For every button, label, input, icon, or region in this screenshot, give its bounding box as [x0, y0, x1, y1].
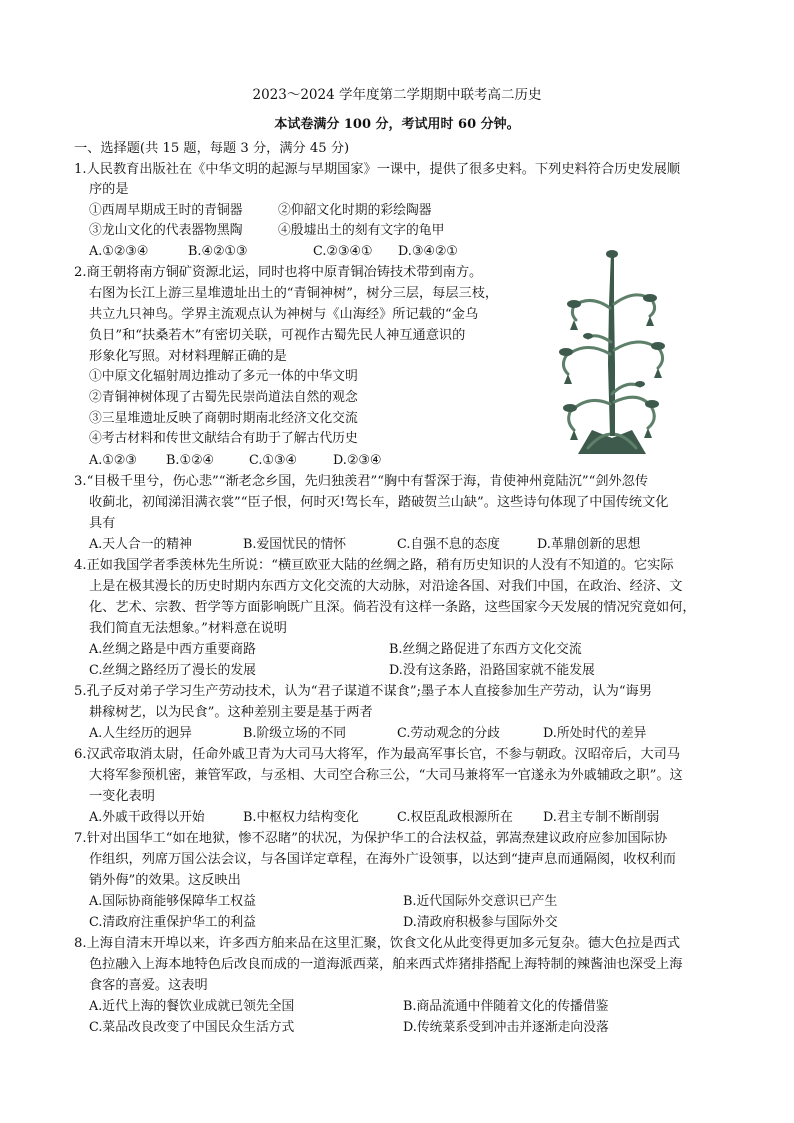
- q7-option-b: B.近代国际外交意识已产生: [403, 894, 558, 909]
- bird-ornament: [606, 250, 618, 258]
- q2-option-c: C.①③④: [249, 453, 297, 468]
- q2-material: ④考古材料和传世文献结合有助于了解古代历史: [89, 431, 358, 446]
- q1-option-a: A.①②③④: [89, 244, 149, 259]
- q7-option-a: A.国际协商能够保障华工权益: [89, 894, 256, 909]
- q6-option-d: D.君主专制不断削弱: [543, 810, 660, 825]
- q8-option-d: D.传统菜系受到冲击并逐渐走向没落: [403, 1020, 609, 1035]
- q4-stem-line: 我们简直无法想象。”材料意在说明: [89, 621, 287, 636]
- q4-stem-line: 化、艺术、宗教、哲学等方面影响既广且深。倘若没有这样一条路，这些国家今天发展的情况究竟如何，: [89, 600, 696, 615]
- q8-option-b: B.商品流通中伴随着文化的传播借鉴: [403, 999, 609, 1014]
- bronze-sacred-tree-figure: [548, 244, 676, 456]
- q1-material: ③龙山文化的代表器物黑陶: [89, 223, 243, 238]
- q5-option-b: B.阶级立场的不同: [243, 726, 347, 741]
- section-heading: 一、选择题(共 15 题，每题 3 分，满分 45 分): [74, 141, 350, 156]
- q1-stem-line: 1.人民教育出版社在《中华文明的起源与早期国家》一课中，提供了很多史料。下列史料符合历史发展顺: [74, 162, 681, 177]
- q2-material: ①中原文化辐射周边推动了多元一体的中华文明: [89, 369, 358, 384]
- q3-option-c: C.自强不息的态度: [397, 537, 500, 552]
- q4-stem-line: 4.正如我国学者季羡林先生所说：“横亘欧亚大陆的丝绸之路，稍有历史知识的人没有不知道的。它实际: [74, 558, 674, 573]
- q2-stem-line: 右图为长江上游三星堆遗址出土的“青铜神树”，树分三层，每层三枝，: [89, 286, 499, 301]
- q4-option-b: B.丝绸之路促进了东西方文化交流: [389, 642, 582, 657]
- q8-stem-line: 色拉融入上海本地特色后改良而成的一道海派西菜，舶来西式炸猪排搭配上海特制的辣酱油也深受上海: [89, 957, 683, 972]
- q3-option-b: B.爱国忧民的情怀: [243, 537, 347, 552]
- q8-stem-line: 8.上海自清末开埠以来，许多西方舶来品在这里汇聚，饮食文化从此变得更加多元复杂。德大色拉是西式: [74, 936, 681, 951]
- q1-option-d: D.③④②①: [398, 244, 458, 259]
- bird-ornament: [583, 333, 593, 339]
- q3-stem-line: 具有: [89, 516, 116, 531]
- q1-material: ④殷墟出土的刻有文字的龟甲: [278, 223, 445, 238]
- q5-option-c: C.劳动观念的分歧: [397, 726, 500, 741]
- q2-option-a: A.①②③: [89, 453, 137, 468]
- q2-material: ③三星堆遗址反映了商朝时期南北经济文化交流: [89, 411, 358, 426]
- bird-ornament: [635, 381, 645, 387]
- q1-option-c: C.②③④①: [313, 244, 373, 259]
- q5-stem-line: 5.孔子反对弟子学习生产劳动技术，认为“君子谋道不谋食”;墨子本人直接参加生产劳动，认为“诲男: [74, 684, 652, 699]
- tree-trunk: [608, 252, 615, 436]
- q2-stem-line: 形象化写照。对材料理解正确的是: [89, 349, 287, 364]
- q1-option-b: B.④②①③: [188, 244, 248, 259]
- q8-option-a: A.近代上海的餐饮业成就已领先全国: [89, 999, 295, 1014]
- q1-material: ①西周早期成王时的青铜器: [89, 203, 243, 218]
- q2-material: ②青铜神树体现了古蜀先民崇尚道法自然的观念: [89, 390, 358, 405]
- q5-stem-line: 耕稼树艺，以为民食”。这种差别主要是基于两者: [89, 705, 373, 720]
- q7-stem-line: 销外侮”的效果。这反映出: [89, 873, 241, 888]
- q4-stem-line: 上是在极其漫长的历史时期内东西方文化交流的大动脉，对沿途各国、对我们中国，在政治、经济、文: [89, 579, 683, 594]
- bird-ornament: [559, 348, 573, 356]
- bird-ornament: [645, 400, 659, 408]
- q7-stem-line: 7.针对出国华工“如在地狱，惨不忍睹”的状况，为保护华工的合法权益，郭嵩焘建议政府应参加国际协: [74, 831, 668, 846]
- q6-option-b: B.中枢权力结构变化: [243, 810, 359, 825]
- q2-stem-line: 共立九只神鸟。学界主流观点认为神树与《山海经》所记载的“金乌: [89, 307, 479, 322]
- bird-ornament: [643, 294, 657, 302]
- q6-stem-line: 大将军参预机密，兼管军政，与丞相、大司空合称三公，“大司马兼将军一官遂永为外戚辅政之职”。这: [89, 768, 683, 783]
- q6-stem-line: 6.汉武帝取消太尉，任命外戚卫青为大司马大将军，作为最高军事长官，不参与朝政。汉昭帝后，大司马: [74, 747, 681, 762]
- q5-option-d: D.所处时代的差异: [543, 726, 647, 741]
- q1-stem-line: 序的是: [89, 182, 129, 197]
- q3-stem-line: 收蓟北，初闻涕泪满衣裳”“臣子恨，何时灭!驾长车，踏破贺兰山缺”。这些诗句体现了中国传统文化: [89, 495, 669, 510]
- q8-stem-line: 食客的喜爱。这表明: [89, 978, 208, 993]
- q2-stem-line: 2.商王朝将南方铜矿资源北运，同时也将中原青铜冶铸技术带到南方。: [74, 265, 483, 280]
- bird-ornament: [563, 404, 577, 412]
- q2-option-d: D.②③④: [333, 453, 382, 468]
- q7-option-c: C.清政府注重保护华工的利益: [89, 915, 256, 930]
- q7-option-d: D.清政府积极参与国际外交: [403, 915, 558, 930]
- q6-stem-line: 一变化表明: [89, 789, 155, 804]
- exam-subtitle: 本试卷满分 100 分，考试用时 60 分钟。: [274, 117, 520, 132]
- tree-branch: [612, 384, 640, 394]
- q2-option-b: B.①②④: [166, 453, 214, 468]
- bird-ornament: [567, 300, 581, 308]
- q3-stem-line: 3.“目极千里兮，伤心悲”“渐老念乡国，先归独羡君”“胸中有誓深于海，肯使神州竟陆沉”“剑外忽传: [74, 474, 649, 489]
- tree-branch: [569, 400, 610, 430]
- q3-option-d: D.革鼎创新的思想: [537, 537, 641, 552]
- q4-option-d: D.没有这条路，沿路国家就不能发展: [389, 663, 595, 678]
- q6-option-a: A.外戚干政得以开始: [89, 810, 205, 825]
- q5-option-a: A.人生经历的迥异: [89, 726, 192, 741]
- q4-option-c: C.丝绸之路经历了漫长的发展: [89, 663, 256, 678]
- q7-stem-line: 作组织，列席万国公法会议，与各国详定章程，在海外广设领事，以达到“捷声息而通隔阂，收权利而: [89, 852, 676, 867]
- q4-option-a: A.丝绸之路是中西方重要商路: [89, 642, 256, 657]
- q3-option-a: A.天人合一的精神: [89, 537, 192, 552]
- bird-ornament: [651, 342, 665, 350]
- q2-stem-line: 负日”和“扶桑若木”有密切关联，可视作古蜀先民人神互通意识的: [89, 328, 466, 343]
- q8-option-c: C.菜品改良改变了中国民众生活方式: [89, 1020, 295, 1035]
- q1-material: ②仰韶文化时期的彩绘陶器: [278, 203, 432, 218]
- q6-option-c: C.权臣乱政根源所在: [397, 810, 513, 825]
- exam-title: 2023～2024 学年度第二学期期中联考高二历史: [252, 87, 542, 103]
